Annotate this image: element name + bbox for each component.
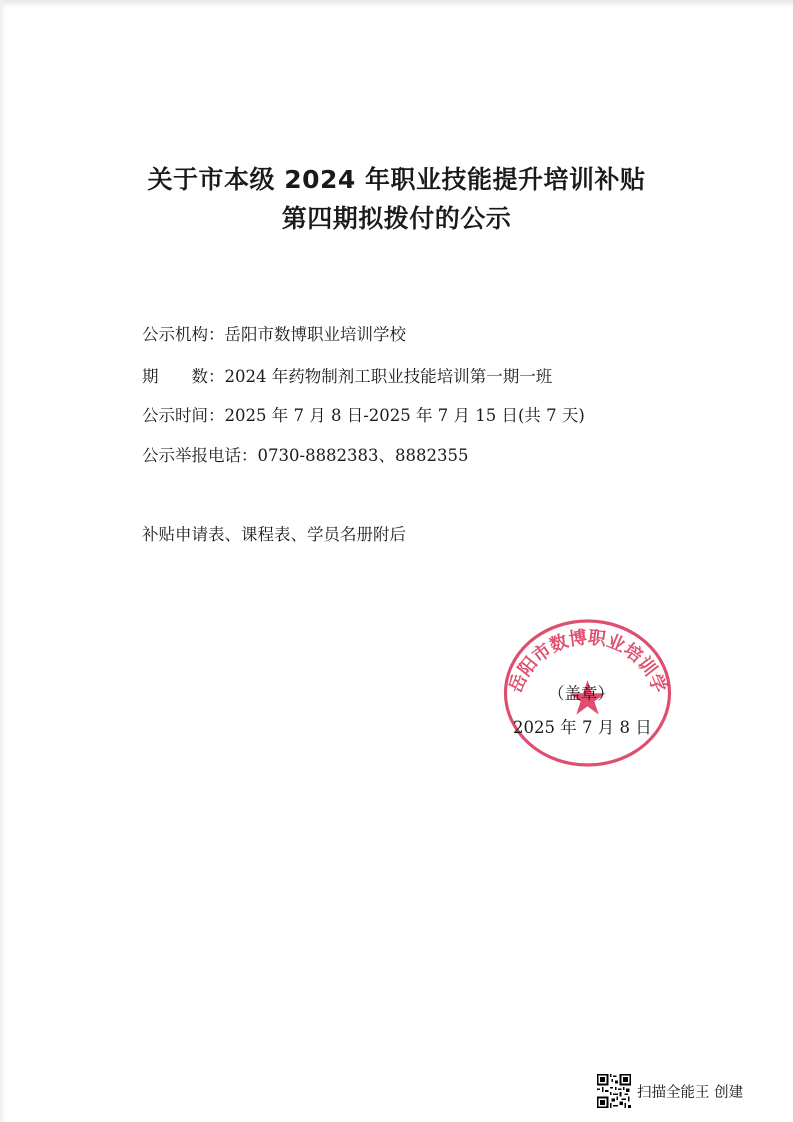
phone-value: 0730-8882383、8882355 [257,446,469,465]
scanner-credit: 扫描全能王 创建 [637,1084,744,1101]
attachments-note: 补贴申请表、课程表、学员名册附后 [142,525,406,544]
period-label: 期 数： [142,367,225,386]
document-title-line-1: 关于市本级 2024 年职业技能提升培训补贴 [147,165,646,194]
phone-line [142,442,469,466]
time-value: 2025 年 7 月 8 日-2025 年 7 月 15 日(共 7 天) [224,406,585,425]
scan-edge-top [0,0,793,8]
org-label: 公示机构： [142,325,225,344]
org-value: 岳阳市数博职业培训学校 [224,325,406,344]
phone-label: 公示举报电话： [142,446,258,465]
signature-date: 2025 年 7 月 8 日 [513,718,652,737]
time-label: 公示时间： [142,406,225,425]
seal-text: 岳阳市数博职业培训学 [505,627,670,696]
stamp-label: （盖章） [548,684,614,703]
period-value: 2024 年药物制剂工职业技能培训第一期一班 [224,367,553,386]
period-line [142,363,552,387]
qr-code-icon [597,1074,631,1108]
time-line [142,402,585,426]
scanner-footer [597,1072,743,1110]
document-title-line-2: 第四期拟拨付的公示 [281,204,512,233]
org-line [142,321,406,345]
